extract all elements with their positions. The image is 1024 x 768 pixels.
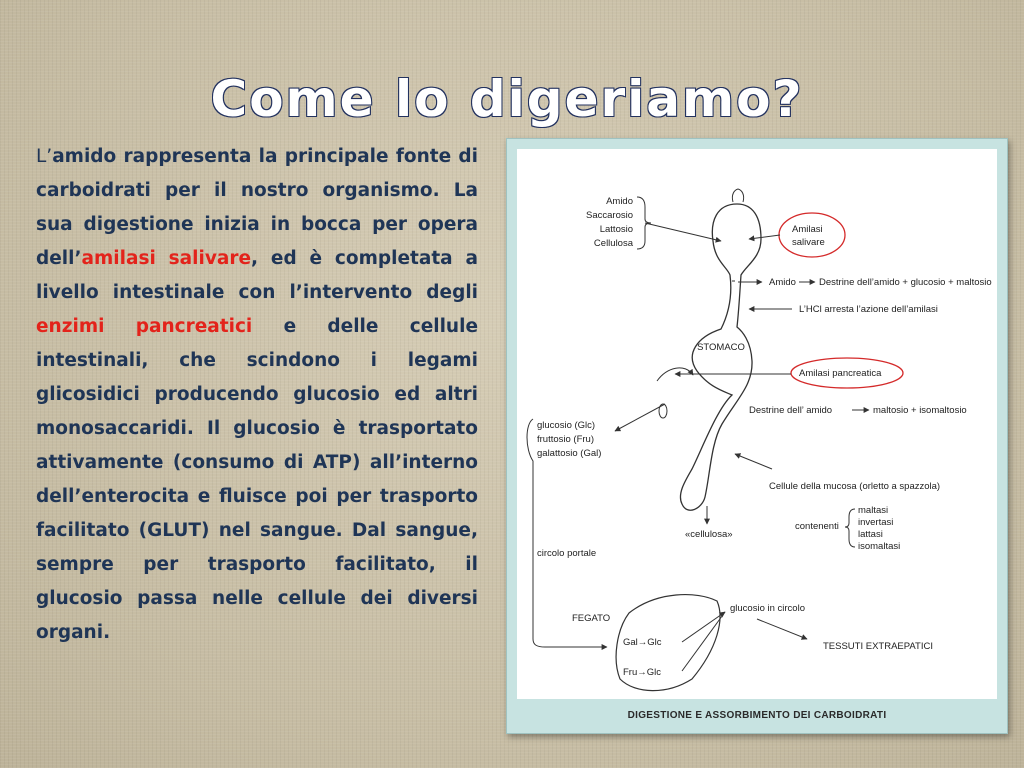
highlight-amilasi-salivare: amilasi salivare [81,248,252,269]
paragraph-lead: L’ [36,146,53,167]
paragraph-text-1: amido rappresenta la principale fonte di carboidrati per il nostro organismo. La sua digestione inizia in bocca per opera dell’ [36,146,478,269]
mouth-outline [732,189,743,202]
digestion-diagram [517,149,997,699]
enzyme-invertasi: invertasi [858,517,894,528]
enzymes-brace [845,509,855,547]
mono-fruttosio: fruttosio (Fru) [537,434,595,445]
destrine-products: maltosio + isomaltosio [873,405,967,416]
sugars-brace [637,197,651,249]
paragraph-text-2: , ed è completata a livello intestinale con l’intervento degli [36,248,478,303]
contenenti-label: contenenti [795,521,839,532]
gi-tract-outline [680,204,761,510]
gal-glc-label: Gal→Glc [623,637,662,648]
body-paragraph [36,140,478,650]
amilasi-salivare-line1: Amilasi [792,224,823,235]
figure-caption: DIGESTIONE E ASSORBIMENTO DEI CARBOIDRATI [627,710,887,721]
mucosa-arrow [735,454,772,469]
amido-products: Destrine dell’amido + glucosio + maltosio [819,277,992,288]
mucosa-label: Cellule della mucosa (orletto a spazzola) [769,481,941,492]
sugar-amido: Amido [606,196,633,207]
enzyme-lattasi: lattasi [858,529,883,540]
liver-out-arrow-2 [682,612,725,671]
mono-arrow [615,404,665,431]
sugar-lattosio: Lattosio [599,224,633,235]
amilasi-pancreatica-label: Amilasi pancreatica [799,368,882,379]
enzyme-maltasi: maltasi [858,505,889,516]
enzyme-isomaltasi: isomaltasi [858,541,901,552]
amilasi-salivare-circle [779,213,845,257]
amido-label: Amido [769,277,796,288]
mono-glucosio: glucosio (Glc) [537,420,596,431]
slide-title: Come lo digeriamo? [210,69,804,128]
glucosio-circolo-label: glucosio in circolo [730,603,805,614]
cellulosa-label: «cellulosa» [685,529,733,540]
digestion-figure [506,138,1008,734]
circolo-portale-label: circolo portale [537,548,597,559]
sugar-cellulosa: Cellulosa [593,238,633,249]
paragraph-text-3: e delle cellule intestinali, che scindono i legami glicosidici producendo glucosio ed altri monosaccaridi. Il glucosio è trasportato attivamente (consumo di ATP) all’interno dell’enterocita e fluisce poi per trasporto facilitato (GLUT) nel sangue. Dal sangue, sempre per trasporto facilitato, il glucosio passa nelle cellule dei diversi organi. [36,316,478,643]
amilasi-salivare-line2: salivare [792,237,825,248]
mono-galattosio: galattosio (Gal) [537,448,602,459]
stomaco-label: STOMACO [697,342,745,353]
tessuti-label: TESSUTI EXTRAEPATICI [823,641,933,652]
amilasi-salivare-arrow [749,235,780,239]
sugar-saccarosio: Saccarosio [586,210,633,221]
destrine-label: Destrine dell’ amido [749,405,833,416]
fegato-label: FEGATO [572,613,611,624]
digestion-diagram-svg [517,149,997,699]
hcl-note: L’HCl arresta l’azione dell’amilasi [799,304,938,315]
ingestion-arrow [645,223,721,241]
glucosio-tessuti-arrow [757,619,807,639]
highlight-enzimi-pancreatici: enzimi pancreatici [36,316,253,337]
fru-glc-label: Fru→Glc [623,667,661,678]
